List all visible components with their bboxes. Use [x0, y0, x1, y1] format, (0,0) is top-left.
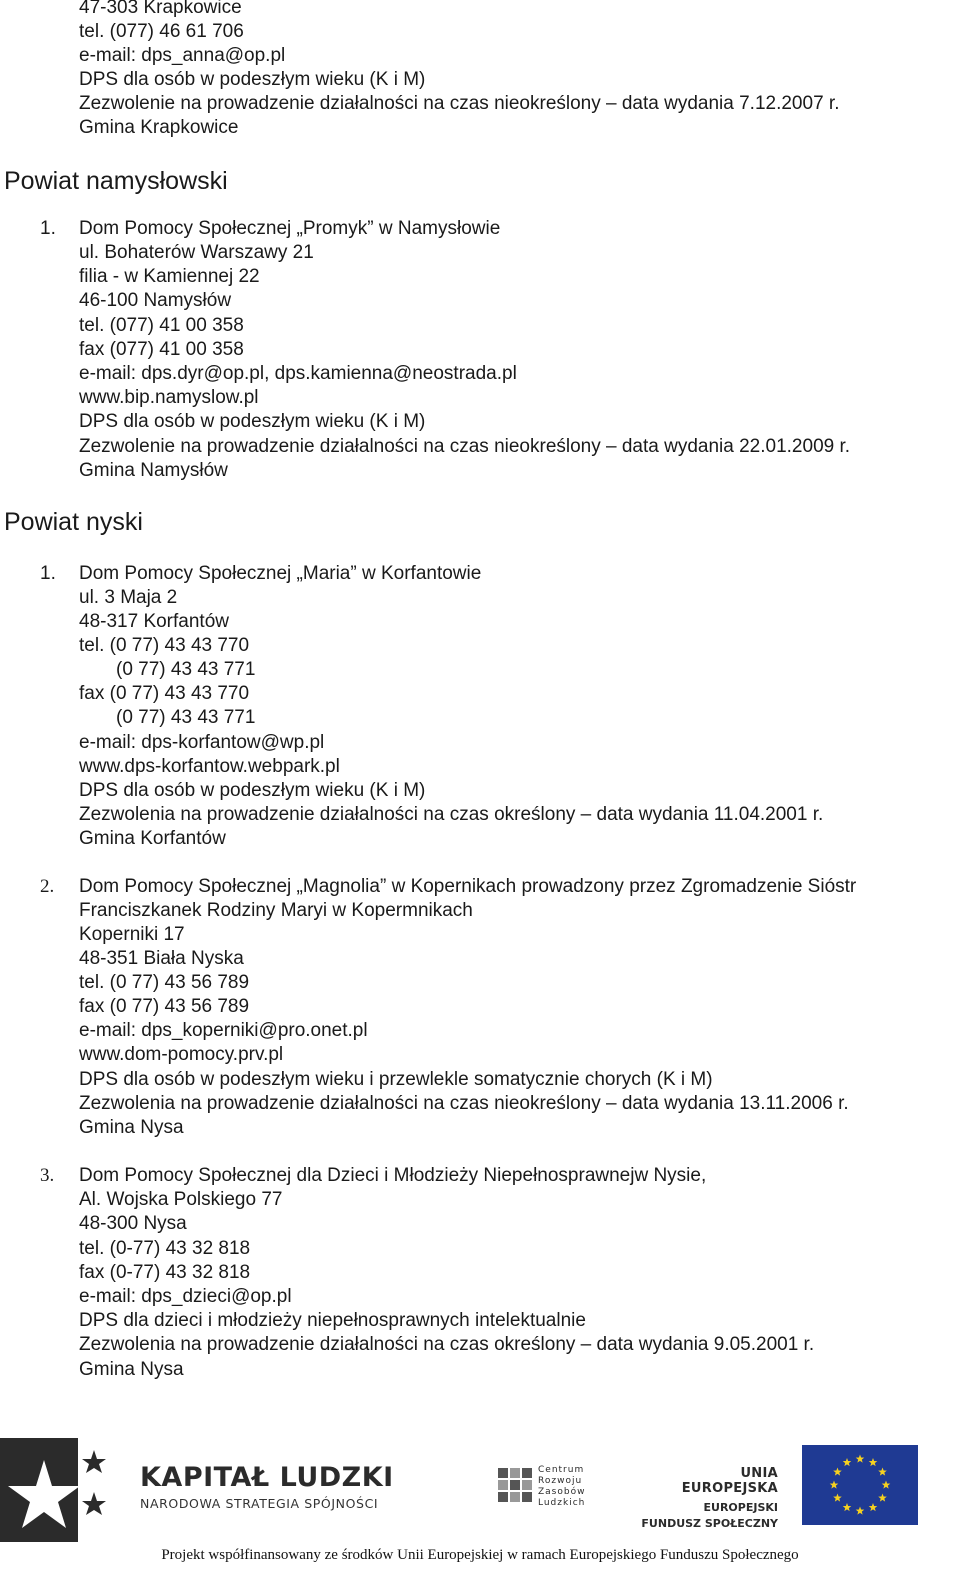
text-line: Dom Pomocy Społecznej „Maria” w Korfantowie — [79, 563, 482, 584]
text-line: e-mail: dps-korfantow@wp.pl — [79, 732, 325, 753]
text-line: (0 77) 43 43 771 — [116, 707, 256, 728]
text-line: e-mail: dps_dzieci@op.pl — [79, 1286, 292, 1307]
text-line: www.dps-korfantow.webpark.pl — [79, 756, 340, 777]
text-line: DPS dla osób w podeszłym wieku (K i M) — [79, 69, 426, 90]
text-line: Gmina Nysa — [79, 1359, 184, 1380]
czl-logo-text — [538, 1465, 585, 1509]
czl-line: Centrum — [538, 1465, 585, 1475]
text-line: Gmina Korfantów — [79, 828, 226, 849]
text-line: DPS dla osób w podeszłym wieku (K i M) — [79, 411, 426, 432]
eu-flag-icon — [802, 1445, 918, 1525]
text-line: Franciszkanek Rodziny Maryi w Kopermnikach — [79, 900, 473, 921]
text-line: Dom Pomocy Społecznej dla Dzieci i Młodzieży Niepełnosprawnejw Nysie, — [79, 1165, 707, 1186]
section-heading: Powiat nyski — [4, 508, 143, 536]
text-line: tel. (077) 46 61 706 — [79, 21, 244, 42]
text-line: Koperniki 17 — [79, 924, 185, 945]
text-line: (0 77) 43 43 771 — [116, 659, 256, 680]
list-number: 3. — [40, 1165, 55, 1186]
text-line: Zezwolenie na prowadzenie działalności na czas nieokreślony – data wydania 7.12.2007 r. — [79, 93, 840, 114]
text-line: DPS dla dzieci i młodzieży niepełnosprawnych intelektualnie — [79, 1310, 586, 1331]
text-line: Gmina Krapkowice — [79, 117, 239, 138]
list-number: 2. — [40, 876, 55, 897]
text-line: e-mail: dps_anna@op.pl — [79, 45, 286, 66]
text-line: DPS dla osób w podeszłym wieku i przewlekle somatycznie chorych (K i M) — [79, 1069, 713, 1090]
czl-line: Rozwoju — [538, 1476, 583, 1486]
text-line: Al. Wojska Polskiego 77 — [79, 1189, 283, 1210]
list-number: 1. — [40, 218, 56, 239]
text-line: www.dom-pomocy.prv.pl — [79, 1044, 284, 1065]
text-line: fax (0 77) 43 56 789 — [79, 996, 250, 1017]
text-line: www.bip.namyslow.pl — [79, 387, 259, 408]
text-line: Gmina Nysa — [79, 1117, 184, 1138]
text-line: fax (0 77) 43 43 770 — [79, 683, 250, 704]
text-line: Dom Pomocy Społecznej „Magnolia” w Kopernikach prowadzony przez Zgromadzenie Sióstr — [79, 876, 857, 897]
czl-line: Zasobów — [538, 1487, 586, 1497]
text-line: Zezwolenia na prowadzenie działalności na czas określony – data wydania 9.05.2001 r. — [79, 1334, 815, 1355]
kapital-ludzki-subtitle: NARODOWA STRATEGIA SPÓJNOŚCI — [140, 1496, 379, 1511]
czl-line: Ludzkich — [538, 1498, 586, 1508]
section-heading: Powiat namysłowski — [4, 167, 228, 195]
ue-logo-text — [640, 1466, 778, 1530]
text-line: 48-351 Biała Nyska — [79, 948, 244, 969]
ue-line-3: FUNDUSZ SPOŁECZNY — [641, 1517, 778, 1530]
ue-line-1: UNIA EUROPEJSKA — [681, 1466, 778, 1496]
text-line: e-mail: dps.dyr@op.pl, dps.kamienna@neostrada.pl — [79, 363, 517, 384]
list-number: 1. — [40, 563, 56, 584]
text-line: Zezwolenia na prowadzenie działalności na czas nieokreślony – data wydania 13.11.2006 r. — [79, 1093, 849, 1114]
kapital-ludzki-logo-text — [140, 1462, 394, 1511]
text-line: fax (0-77) 43 32 818 — [79, 1262, 251, 1283]
text-line: Zezwolenia na prowadzenie działalności na czas określony – data wydania 11.04.2001 r. — [79, 804, 824, 825]
ue-line-2: EUROPEJSKI — [703, 1501, 778, 1514]
text-line: 48-300 Nysa — [79, 1213, 187, 1234]
text-line: e-mail: dps_koperniki@pro.onet.pl — [79, 1020, 368, 1041]
text-line: DPS dla osób w podeszłym wieku (K i M) — [79, 780, 426, 801]
text-line: tel. (0 77) 43 43 770 — [79, 635, 250, 656]
text-line: 47-303 Krapkowice — [79, 0, 242, 18]
text-line: fax (077) 41 00 358 — [79, 339, 244, 360]
text-line: filia - w Kamiennej 22 — [79, 266, 260, 287]
text-line: ul. Bohaterów Warszawy 21 — [79, 242, 314, 263]
text-line: ul. 3 Maja 2 — [79, 587, 178, 608]
text-line: tel. (0 77) 43 56 789 — [79, 972, 250, 993]
kapital-ludzki-title: KAPITAŁ LUDZKI — [140, 1462, 394, 1493]
footer-note: Projekt współfinansowany ze środków Unii Europejskiej w ramach Europejskiego Funduszu Społecznego — [161, 1547, 799, 1563]
text-line: 46-100 Namysłów — [79, 290, 232, 311]
text-line: 48-317 Korfantów — [79, 611, 229, 632]
text-line: Zezwolenie na prowadzenie działalności na czas nieokreślony – data wydania 22.01.2009 r. — [79, 436, 851, 457]
text-line: tel. (077) 41 00 358 — [79, 315, 244, 336]
text-line: Gmina Namysłów — [79, 460, 228, 481]
text-line: Dom Pomocy Społecznej „Promyk” w Namysłowie — [79, 218, 501, 239]
text-line: tel. (0-77) 43 32 818 — [79, 1238, 251, 1259]
